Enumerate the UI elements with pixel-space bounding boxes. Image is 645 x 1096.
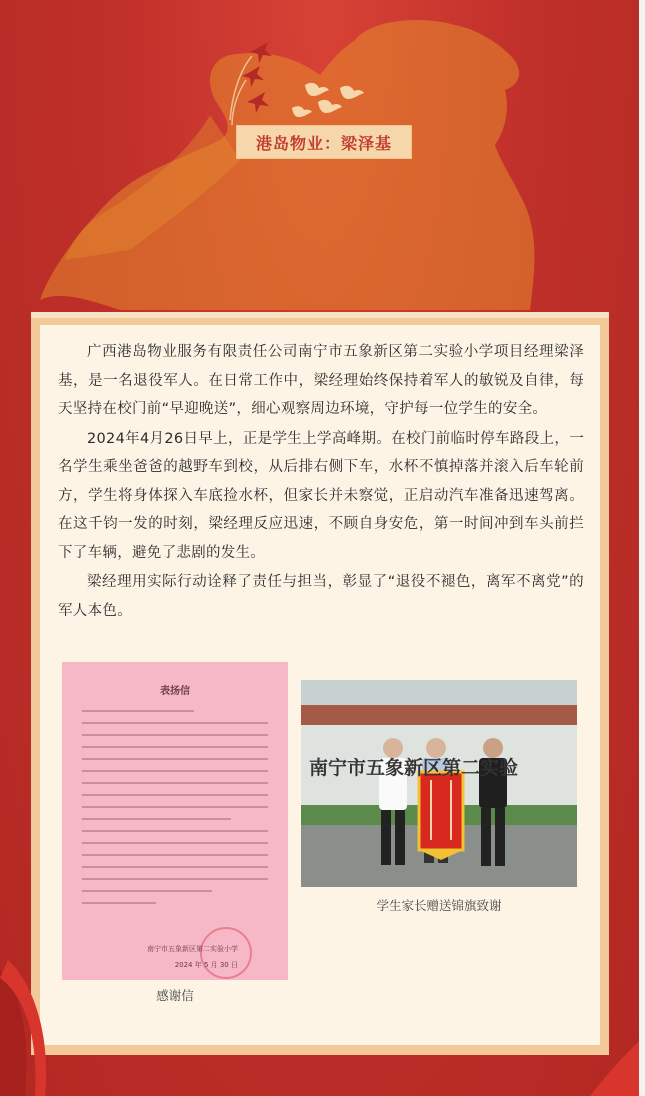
hero-illustration	[0, 0, 645, 330]
article-paragraph: 广西港岛物业服务有限责任公司南宁市五象新区第二实验小学项目经理梁泽基，是一名退役军人。在日常工作中，梁经理始终保持着军人的敏锐及自律，每天坚持在校门前“早迎晚送”，细心观察周边环境，守护每一位学生的安全。	[58, 344, 584, 417]
letter-footer-org: 南宁市五象新区第二实验小学	[147, 945, 238, 953]
article-paragraph: 2024年4月26日早上，正是学生上学高峰期。在校门前临时停车路段上，一名学生乘坐爸爸的越野车到校，从后排右侧下车，水杯不慎掉落并滚入后车轮前方，学生将身体探入车底捡水杯，但家长并未察觉，正启动汽车准备迅速驾离。在这千钧一发的时刻，梁经理反应迅速，不顾自身安危，第一时间冲到车头前拦下了车辆，避免了悲剧的发生。	[58, 430, 584, 561]
letter-title: 表扬信	[160, 686, 190, 697]
group-photo	[301, 680, 577, 887]
commendation-letter-photo	[62, 662, 288, 980]
letter-footer-date: 2024 年 5 月 30 日	[174, 961, 238, 969]
group-photo-caption: 学生家长赠送锦旗致谢	[376, 898, 502, 913]
soldier-silhouette	[40, 20, 534, 310]
article-paragraph: 梁经理用实际行动诠释了责任与担当，彰显了“退役不褪色，离军不离党”的军人本色。	[58, 574, 584, 619]
letter-footer	[62, 944, 288, 970]
article-body	[58, 338, 584, 626]
name-badge: 港岛物业：梁泽基	[236, 125, 412, 159]
letter-text-lines	[82, 710, 268, 914]
letter-caption: 感谢信	[156, 988, 194, 1003]
group-photo-illustration	[301, 680, 577, 887]
school-sign-text: 南宁市五象新区第二实验	[309, 757, 519, 779]
card-top-bar	[31, 312, 609, 318]
right-edge	[639, 0, 645, 1096]
silk-banner-icon	[419, 772, 463, 860]
